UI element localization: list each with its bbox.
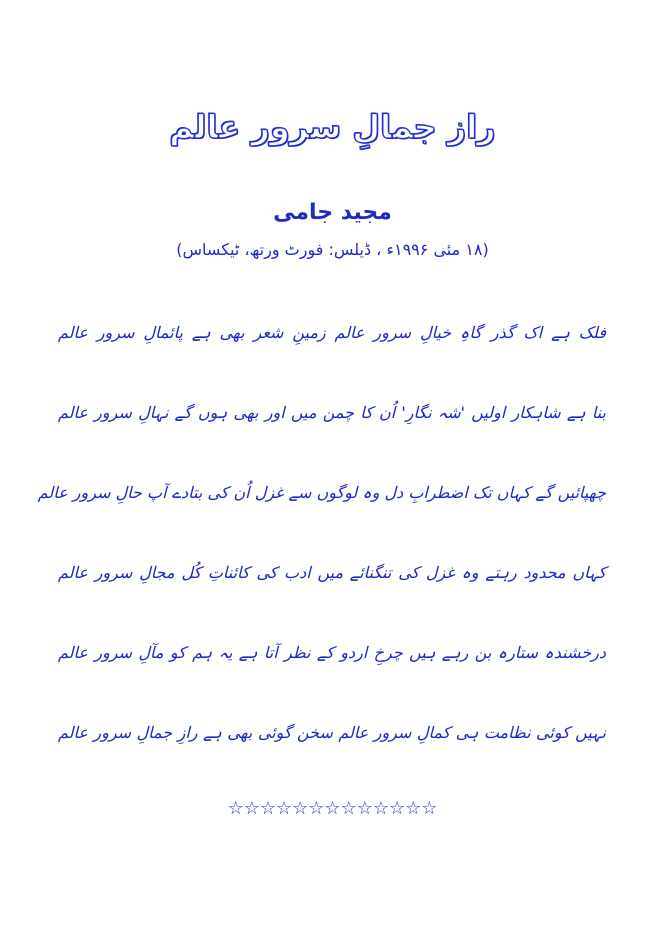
verse-line-5: درخشندہ ستارہ بن رہے ہیں چرخِ اردو کے نظر آتا ہے یہ ہم کو مآلِ سرور عالم [58,643,606,662]
star-ornament: ☆☆☆☆☆☆☆☆☆☆☆☆☆ [227,798,438,819]
verse-line-6: نہیں کوئی نظامت ہی کمالِ سرور عالم سخن گوئی بھی ہے رازِ جمالِ سرور عالم [58,723,606,742]
verse-line-4: کہاں محدود رہتے وہ غزل کی تنگنائے میں ادب کی کائناتِ کُل مجالِ سرور عالم [58,563,607,582]
verse-line-3: چھپائیں گے کہاں تک اضطرابِ دل وہ لوگوں سے غزل اُن کی بتادے آپ حالِ سرور عالم [37,483,606,502]
verse-line-1: فلک ہے اک گذر گاہِ خیالِ سرور عالم زمینِ شعر بھی ہے پائمالِ سرور عالم [58,323,606,342]
poem-dateline: (۱۸ مئی ۱۹۹۶ء ، ڈیلس: فورٹ ورتھ، ٹیکساس) [176,240,489,259]
poem-title: راز جمالِ سرور عالم [169,108,496,146]
poet-name: مجید جامی [273,200,392,225]
verse-line-2: بنا ہے شاہکار اولیں 'شہ نگارِ' اُن کا چمن میں اور بھی ہوں گے نہالِ سرور عالم [58,403,606,422]
